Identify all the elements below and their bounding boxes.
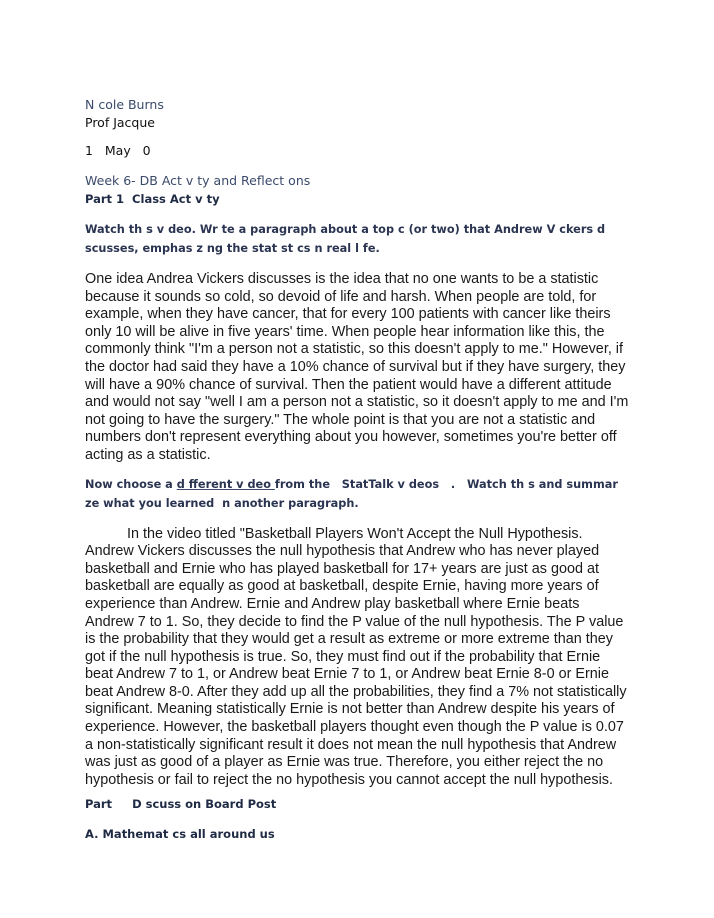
submission-date: 1 May 0 <box>85 143 151 158</box>
prompt-2-after: from the StatTalk v deos . Watch th s and summar ze what you learned n another paragraph. <box>85 477 622 510</box>
prompt-2-before: Now choose a <box>85 477 177 491</box>
part1-heading: Part 1 Class Act v ty <box>85 192 220 206</box>
answer-paragraph-2: In the video titled "Basketball Players Won't Accept the Null Hypothesis. Andrew Vickers discusses the null hypothesis that Andrew who has never played basketball and Ernie who has played basketball for 17+ years are just as good at basketball are equally as good at basketball, despite Ernie, having more years of experience than Andrew. Ernie and Andrew play basketball where Ernie beats Andrew 7 to 1. So, they decide to find the P value of the null hypothesis. The P value is the probability that they would get a result as extreme or more extreme than they got if the null hypothesis is true. So, they must find out if the probability that Ernie beat Andrew 7 to 1, or Andrew beat Ernie 7 to 1, or Andrew beat Ernie 8-0 or Ernie beat Andrew 8-0. After they add up all the probabilities, they find a 7% not statistically significant. Meaning statistically Ernie is not better than Andrew despite his years of experience. However, the basketball players thought even though the P value is 0.07 a non-statistically significant result it does not mean the null hypothesis that Andrew was just as good of a player as Ernie was true. Therefore, you either reject the no hypothesis or fail to reject the no hypothesis you cannot accept the null hypothesis. <box>85 525 627 788</box>
document-page <box>85 96 631 843</box>
different-video-link[interactable]: d fferent v deo <box>176 477 275 491</box>
author-name: N cole Burns <box>85 97 164 112</box>
part2-heading: Part D scuss on Board Post <box>85 797 277 812</box>
assignment-title: Week 6- DB Act v ty and Reflect ons <box>85 173 311 188</box>
prompt-2 <box>85 475 631 513</box>
section-a-heading: A. Mathemat cs all around us <box>85 827 275 842</box>
professor-name: Prof Jacque <box>85 115 155 130</box>
answer-paragraph-1: One idea Andrea Vickers discusses is the idea that no one wants to be a statistic because it sounds so cold, so devoid of life and harsh. When people are told, for example, when they have cancer, that for every 100 patients with cancer like theirs only 10 will be alive in five years' time. When people hear information like this, the commonly think "I'm a person not a statistic, so this doesn't apply to me." However, if the doctor had said they have a 10% chance of survival but if they have surgery, they will have a 90% chance of survival. Then the patient would have a different attitude and would not say "well I am a person not a statistic, so it doesn't apply to me and I'm not going to have the surgery." The whole point is that you are not a statistic and numbers don't represent everything about you however, sometimes you're better off acting as a statistic. <box>85 271 629 463</box>
prompt-1: Watch th s v deo. Wr te a paragraph about a top c (or two) that Andrew V ckers d scusses, emphas z ng the stat st cs n real l fe. <box>85 223 606 255</box>
